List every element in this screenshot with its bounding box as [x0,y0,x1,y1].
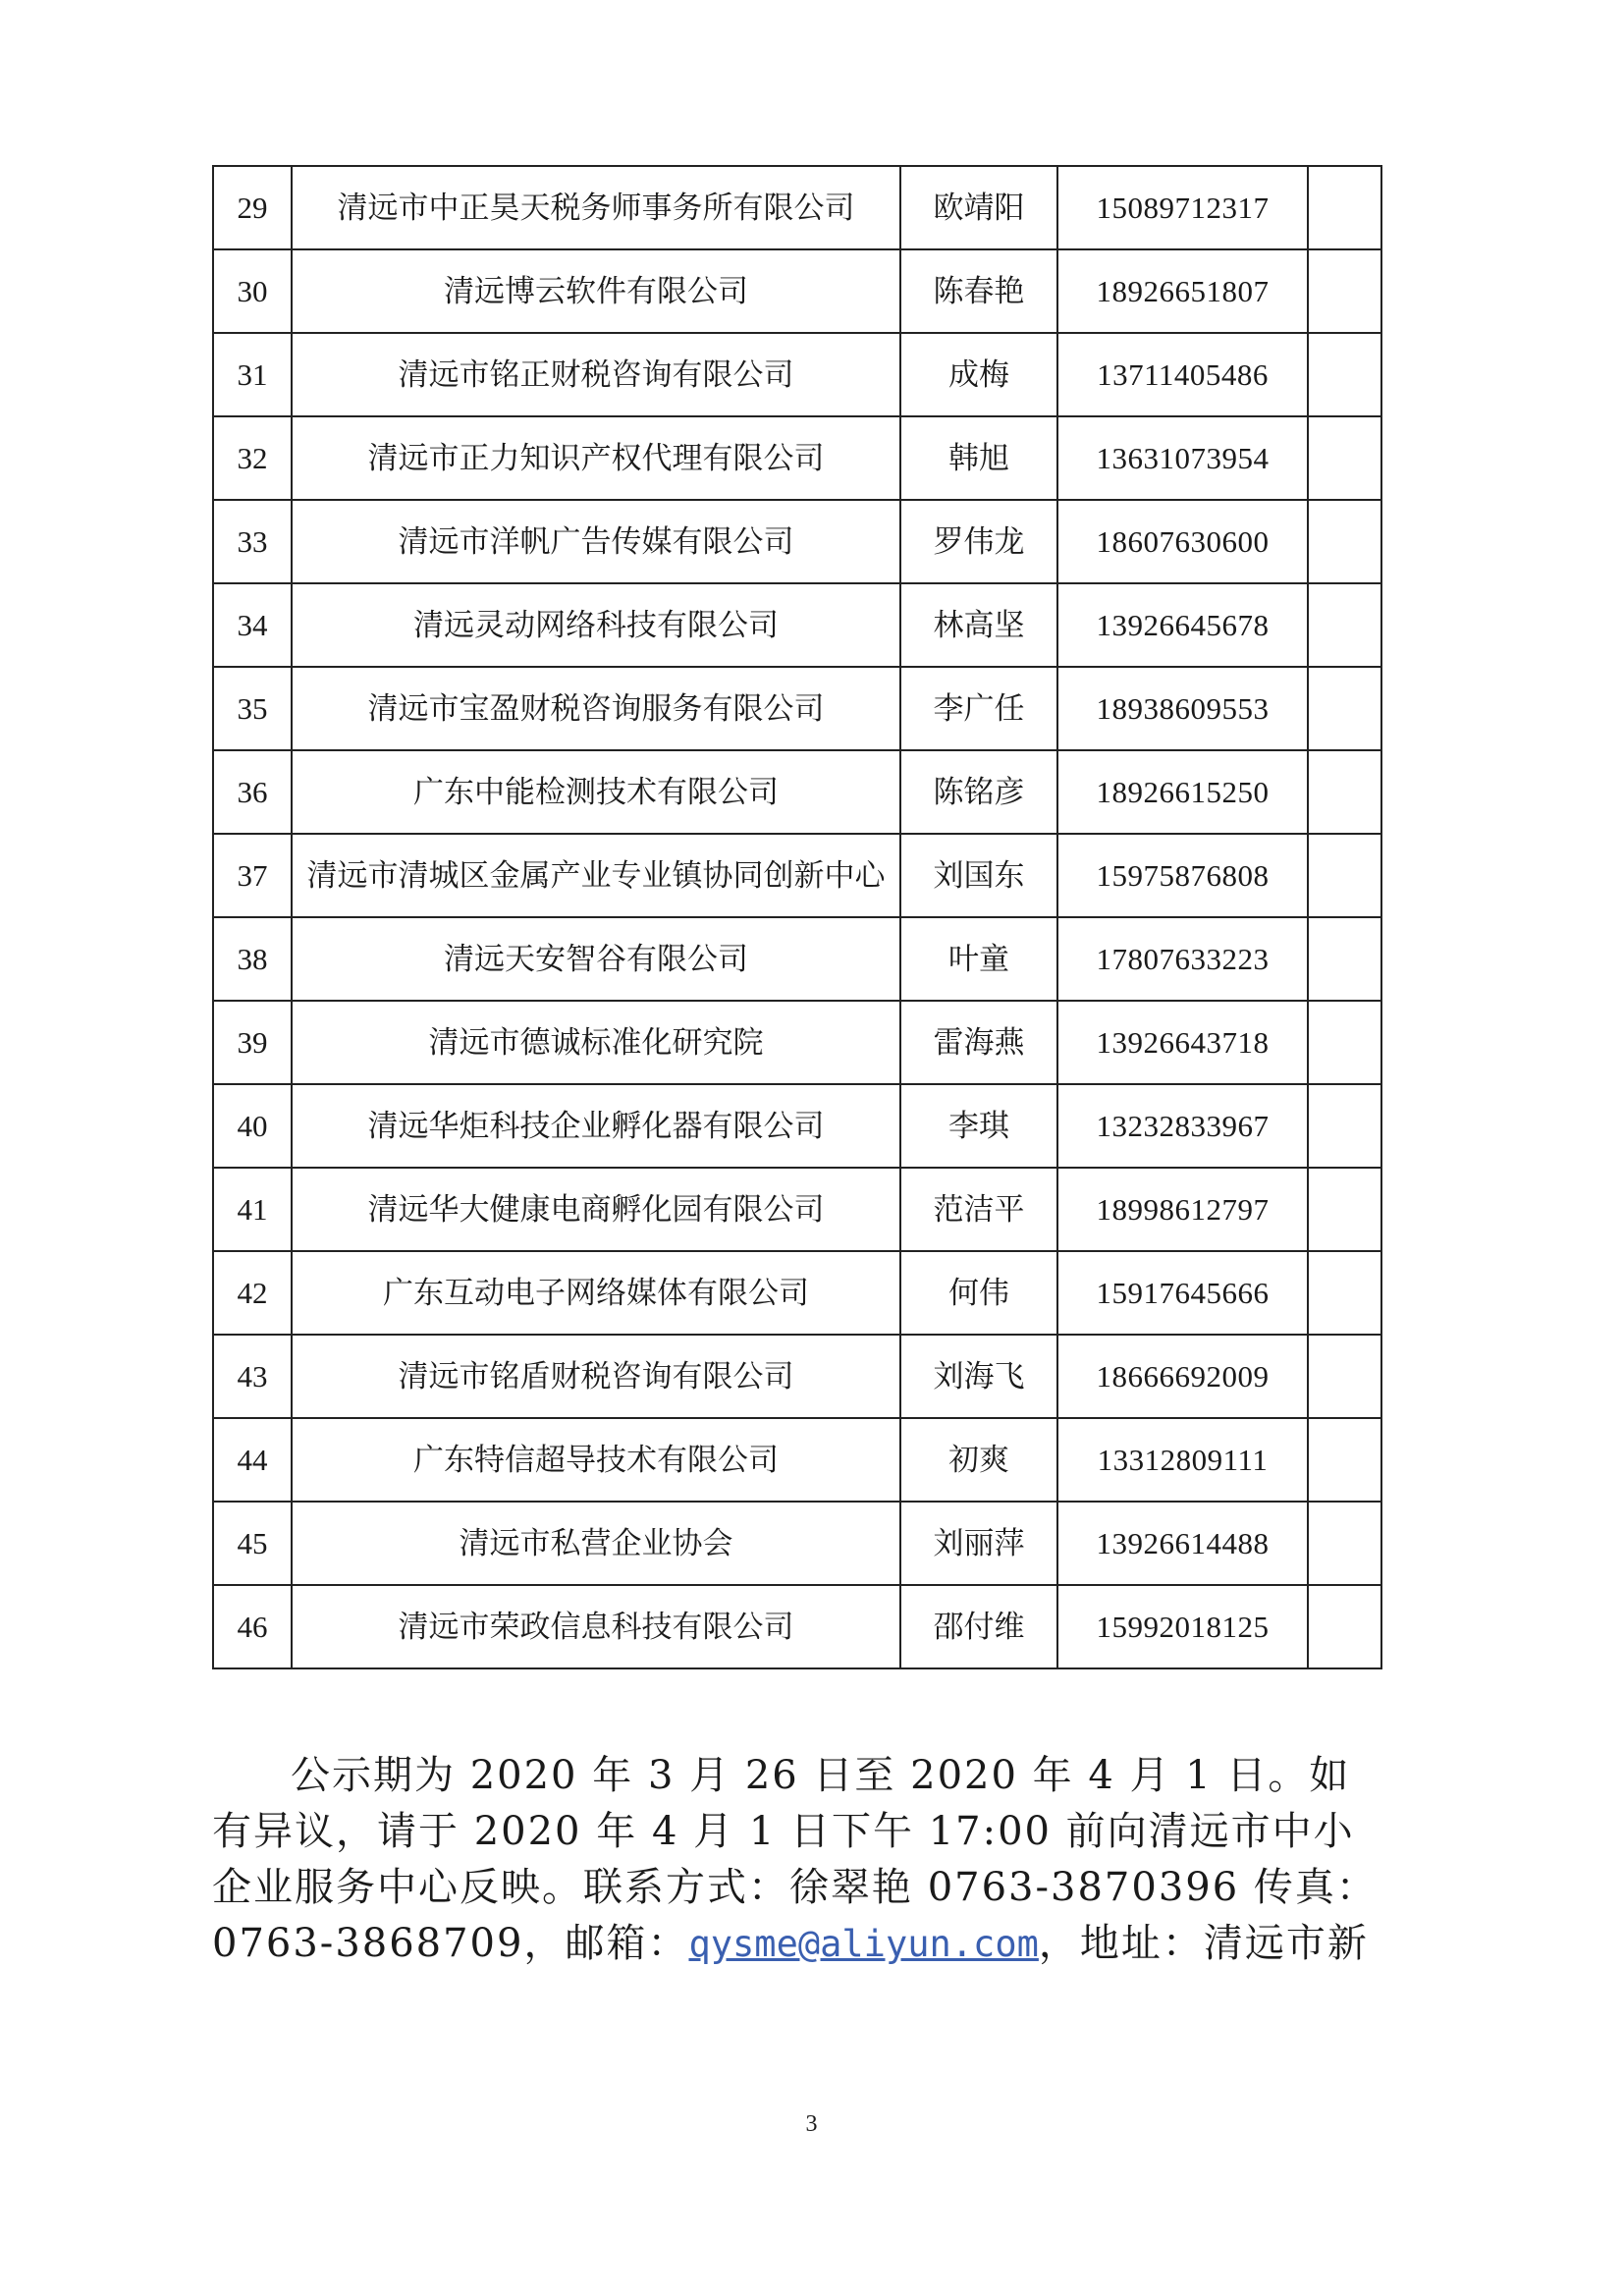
remark-cell [1308,1251,1381,1335]
remark-cell [1308,1001,1381,1084]
organization-name: 广东互动电子网络媒体有限公司 [292,1251,900,1335]
contact-person: 罗伟龙 [900,500,1057,583]
contact-phone: 15917645666 [1057,1251,1308,1335]
organization-name: 清远市铭正财税咨询有限公司 [292,333,900,416]
contact-phone: 18926651807 [1057,249,1308,333]
row-number: 41 [213,1168,292,1251]
table-row [213,1585,1381,1668]
contact-phone: 13631073954 [1057,416,1308,500]
row-number: 37 [213,834,292,917]
table-row [213,1502,1381,1585]
contact-person: 欧靖阳 [900,166,1057,249]
contact-phone: 18998612797 [1057,1168,1308,1251]
organization-name: 清远市私营企业协会 [292,1502,900,1585]
remark-cell [1308,333,1381,416]
contact-phone: 13232833967 [1057,1084,1308,1168]
remark-cell [1308,1502,1381,1585]
organization-name: 清远华炬科技企业孵化器有限公司 [292,1084,900,1168]
contact-person: 陈春艳 [900,249,1057,333]
contact-phone: 13926645678 [1057,583,1308,667]
notice-paragraph [212,1748,1380,1972]
organization-name: 清远灵动网络科技有限公司 [292,583,900,667]
row-number: 43 [213,1335,292,1418]
organization-name: 清远市洋帆广告传媒有限公司 [292,500,900,583]
table-row [213,249,1381,333]
organization-name: 清远天安智谷有限公司 [292,917,900,1001]
contact-person: 李琪 [900,1084,1057,1168]
remark-cell [1308,750,1381,834]
contact-phone: 17807633223 [1057,917,1308,1001]
contact-person: 陈铭彦 [900,750,1057,834]
remark-cell [1308,1418,1381,1502]
row-number: 30 [213,249,292,333]
row-number: 29 [213,166,292,249]
notice-text-address: ，地址：清远市新 [1038,1921,1369,1966]
row-number: 42 [213,1251,292,1335]
email-link[interactable]: qysme@aliyun.com [688,1923,1039,1965]
organization-name: 清远华大健康电商孵化园有限公司 [292,1168,900,1251]
enterprise-contact-table [212,165,1382,1669]
contact-person: 邵付维 [900,1585,1057,1668]
page-number: 3 [805,2111,818,2137]
contact-person: 雷海燕 [900,1001,1057,1084]
row-number: 33 [213,500,292,583]
contact-phone: 13926643718 [1057,1001,1308,1084]
contact-person: 韩旭 [900,416,1057,500]
organization-name: 清远市正力知识产权代理有限公司 [292,416,900,500]
table-row [213,416,1381,500]
remark-cell [1308,667,1381,750]
row-number: 31 [213,333,292,416]
table-row [213,917,1381,1001]
notice-text: 公示期为 2020 年 3 月 26 日至 2020 年 4 月 1 日。如有异议，请于 2020 年 4 月 1 日下午 17:00 前向清远市中小企业服务中心反映。联系方式：徐翠艳 0763-3870396 传真：0763-3868709，邮箱： [212,1753,1378,1966]
table-row [213,1335,1381,1418]
contact-person: 林高坚 [900,583,1057,667]
remark-cell [1308,166,1381,249]
table-row [213,166,1381,249]
contact-phone: 15089712317 [1057,166,1308,249]
contact-person: 何伟 [900,1251,1057,1335]
organization-name: 清远市德诚标准化研究院 [292,1001,900,1084]
remark-cell [1308,416,1381,500]
contact-phone: 18666692009 [1057,1335,1308,1418]
contact-person: 刘丽萍 [900,1502,1057,1585]
contact-phone: 18938609553 [1057,667,1308,750]
table-row [213,1168,1381,1251]
contact-person: 初爽 [900,1418,1057,1502]
remark-cell [1308,834,1381,917]
remark-cell [1308,583,1381,667]
table-row [213,333,1381,416]
remark-cell [1308,249,1381,333]
table-row [213,1251,1381,1335]
row-number: 45 [213,1502,292,1585]
row-number: 46 [213,1585,292,1668]
table-row [213,750,1381,834]
remark-cell [1308,1168,1381,1251]
row-number: 38 [213,917,292,1001]
organization-name: 清远市宝盈财税咨询服务有限公司 [292,667,900,750]
organization-name: 清远市荣政信息科技有限公司 [292,1585,900,1668]
organization-name: 清远市中正昊天税务师事务所有限公司 [292,166,900,249]
contact-phone: 13711405486 [1057,333,1308,416]
table-row [213,1418,1381,1502]
row-number: 32 [213,416,292,500]
remark-cell [1308,917,1381,1001]
table-body [213,166,1381,1668]
row-number: 39 [213,1001,292,1084]
row-number: 35 [213,667,292,750]
organization-name: 广东中能检测技术有限公司 [292,750,900,834]
remark-cell [1308,500,1381,583]
contact-phone: 15992018125 [1057,1585,1308,1668]
contact-phone: 15975876808 [1057,834,1308,917]
row-number: 40 [213,1084,292,1168]
organization-name: 清远市铭盾财税咨询有限公司 [292,1335,900,1418]
contact-person: 范洁平 [900,1168,1057,1251]
organization-name: 清远博云软件有限公司 [292,249,900,333]
table-row [213,500,1381,583]
table-row [213,667,1381,750]
row-number: 34 [213,583,292,667]
contact-person: 刘海飞 [900,1335,1057,1418]
row-number: 36 [213,750,292,834]
remark-cell [1308,1084,1381,1168]
contact-phone: 13926614488 [1057,1502,1308,1585]
organization-name: 广东特信超导技术有限公司 [292,1418,900,1502]
remark-cell [1308,1585,1381,1668]
table-row [213,583,1381,667]
table-row [213,1084,1381,1168]
contact-phone: 13312809111 [1057,1418,1308,1502]
contact-phone: 18607630600 [1057,500,1308,583]
contact-person: 成梅 [900,333,1057,416]
contact-phone: 18926615250 [1057,750,1308,834]
row-number: 44 [213,1418,292,1502]
organization-name: 清远市清城区金属产业专业镇协同创新中心 [292,834,900,917]
contact-person: 李广任 [900,667,1057,750]
contact-person: 叶童 [900,917,1057,1001]
remark-cell [1308,1335,1381,1418]
table-row [213,834,1381,917]
table-row [213,1001,1381,1084]
contact-person: 刘国东 [900,834,1057,917]
